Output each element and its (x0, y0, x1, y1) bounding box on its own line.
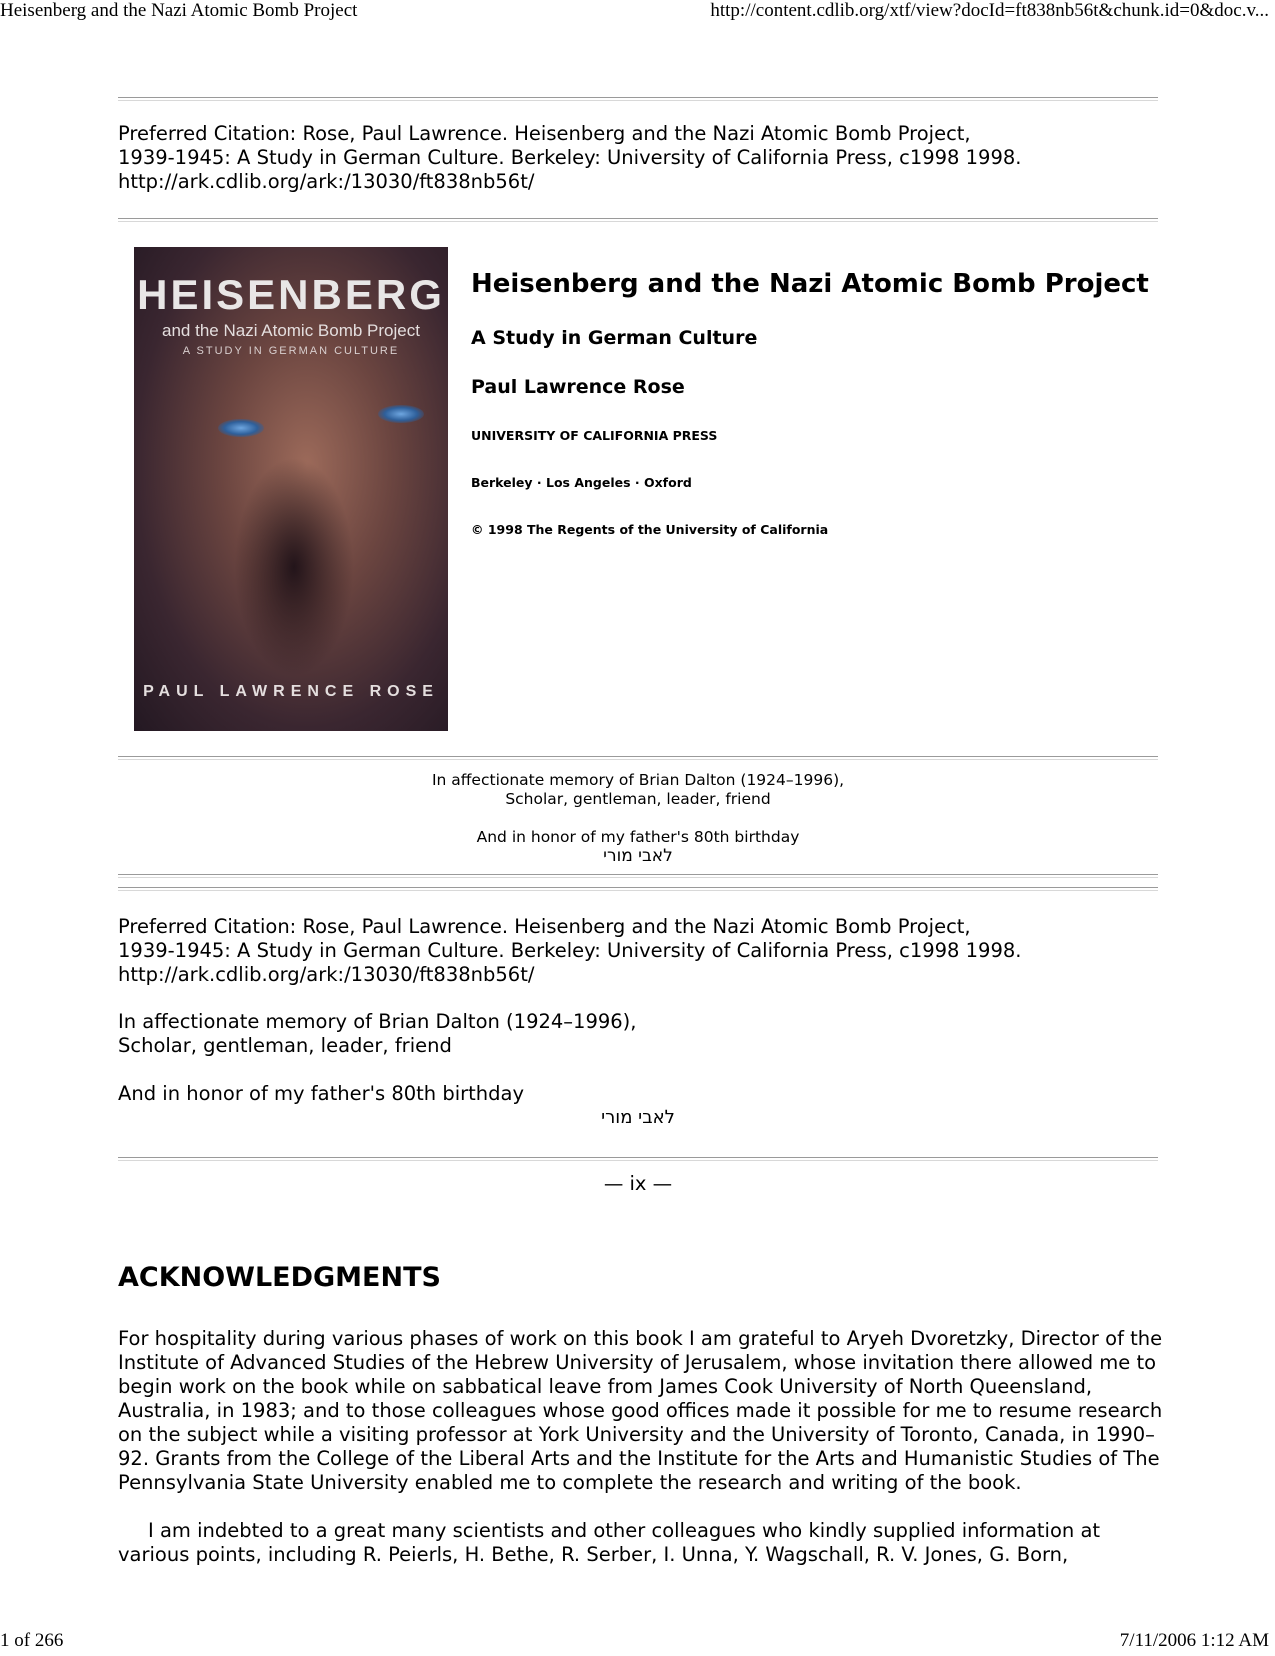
paragraph: I am indebted to a great many scientists and other colleagues who kindly supplied information at various points, including R. Peierls, H. Bethe, R. Serber, I. Unna, Y. Wagschall, R. V. Jones, G. Born, (118, 1519, 1101, 1566)
divider (118, 874, 1158, 878)
dedication-line: And in honor of my father's 80th birthday (118, 1082, 525, 1105)
cover-title: HEISENBERG (137, 271, 445, 318)
cover-author: PAUL LAWRENCE ROSE (143, 683, 439, 700)
print-timestamp: 7/11/2006 1:12 AM (1119, 1630, 1269, 1651)
citation-line: Preferred Citation: Rose, Paul Lawrence. Heisenberg and the Nazi Atomic Bomb Project, (118, 915, 971, 938)
publisher-cities: Berkeley · Los Angeles · Oxford (471, 475, 692, 490)
book-subtitle: A Study in German Culture (471, 327, 758, 349)
hebrew-dedication: לאבי מורי (601, 1107, 675, 1128)
citation-link[interactable]: http://ark.cdlib.org/ark:/13030/ft838nb56t/ (118, 170, 535, 193)
cover-tagline: A STUDY IN GERMAN CULTURE (182, 345, 400, 357)
page-folio: — ix — (603, 1172, 673, 1195)
citation-line: 1939-1945: A Study in German Culture. Berkeley: University of California Press, c1998 1998. (118, 939, 1022, 962)
paragraph: For hospitality during various phases of work on this book I am grateful to Aryeh Dvoretzky, Director of the Institute of Advanced Studies of the Hebrew University of Jerusalem, whose invitation there allowed me to begin work on the book while on sabbatical leave from James Cook University of North Queensland, Australia, in 1983; and to those colleagues whose good offices made it possible for me to resume research on the subject while a visiting professor at York University and the University of Toronto, Canada, in 1990–92. Grants from the College of the Liberal Arts and the Institute for the Arts and Humanistic Studies of The Pennsylvania State University enabled me to complete the research and writing of the book. (118, 1327, 1163, 1494)
citation-line: 1939-1945: A Study in German Culture. Berkeley: University of California Press, c1998 1998. (118, 146, 1022, 169)
divider (118, 887, 1158, 891)
preferred-citation (118, 915, 1168, 987)
dedication-centered (118, 771, 1158, 847)
preferred-citation (118, 122, 1168, 194)
dedication-line: In affectionate memory of Brian Dalton (1924–1996), (118, 1010, 637, 1033)
citation-line: Preferred Citation: Rose, Paul Lawrence. Heisenberg and the Nazi Atomic Bomb Project, (118, 122, 971, 145)
print-header (0, 0, 1275, 26)
dedication-line: In affectionate memory of Brian Dalton (1924–1996), (431, 771, 845, 789)
print-header-url[interactable]: http://content.cdlib.org/xtf/view?docId=ft838nb56t&chunk.id=0&doc.v... (710, 0, 1269, 21)
publisher: UNIVERSITY OF CALIFORNIA PRESS (471, 428, 718, 443)
dedication-line: Scholar, gentleman, leader, friend (505, 790, 771, 808)
cover-eye (378, 405, 424, 423)
cover-eye (218, 419, 264, 437)
dedication (118, 1010, 636, 1106)
cover-subtitle: and the Nazi Atomic Bomb Project (162, 321, 420, 340)
book-cover-image (134, 247, 448, 731)
divider (118, 1157, 1158, 1161)
dedication-line: And in honor of my father's 80th birthday (476, 828, 800, 846)
dedication-line: Scholar, gentleman, leader, friend (118, 1034, 452, 1057)
section-heading: ACKNOWLEDGMENTS (118, 1262, 441, 1293)
divider (118, 97, 1158, 101)
hebrew-dedication: לאבי מורי (603, 846, 673, 866)
print-header-title: Heisenberg and the Nazi Atomic Bomb Project (0, 0, 358, 21)
divider (118, 218, 1158, 222)
print-footer (0, 1630, 1275, 1656)
page-count: 1 of 266 (0, 1630, 64, 1651)
book-author: Paul Lawrence Rose (471, 376, 685, 398)
citation-link[interactable]: http://ark.cdlib.org/ark:/13030/ft838nb56t/ (118, 963, 535, 986)
title-page (471, 268, 1151, 537)
book-title: Heisenberg and the Nazi Atomic Bomb Project (471, 269, 1149, 299)
divider (118, 756, 1158, 760)
copyright: © 1998 The Regents of the University of California (471, 522, 829, 537)
